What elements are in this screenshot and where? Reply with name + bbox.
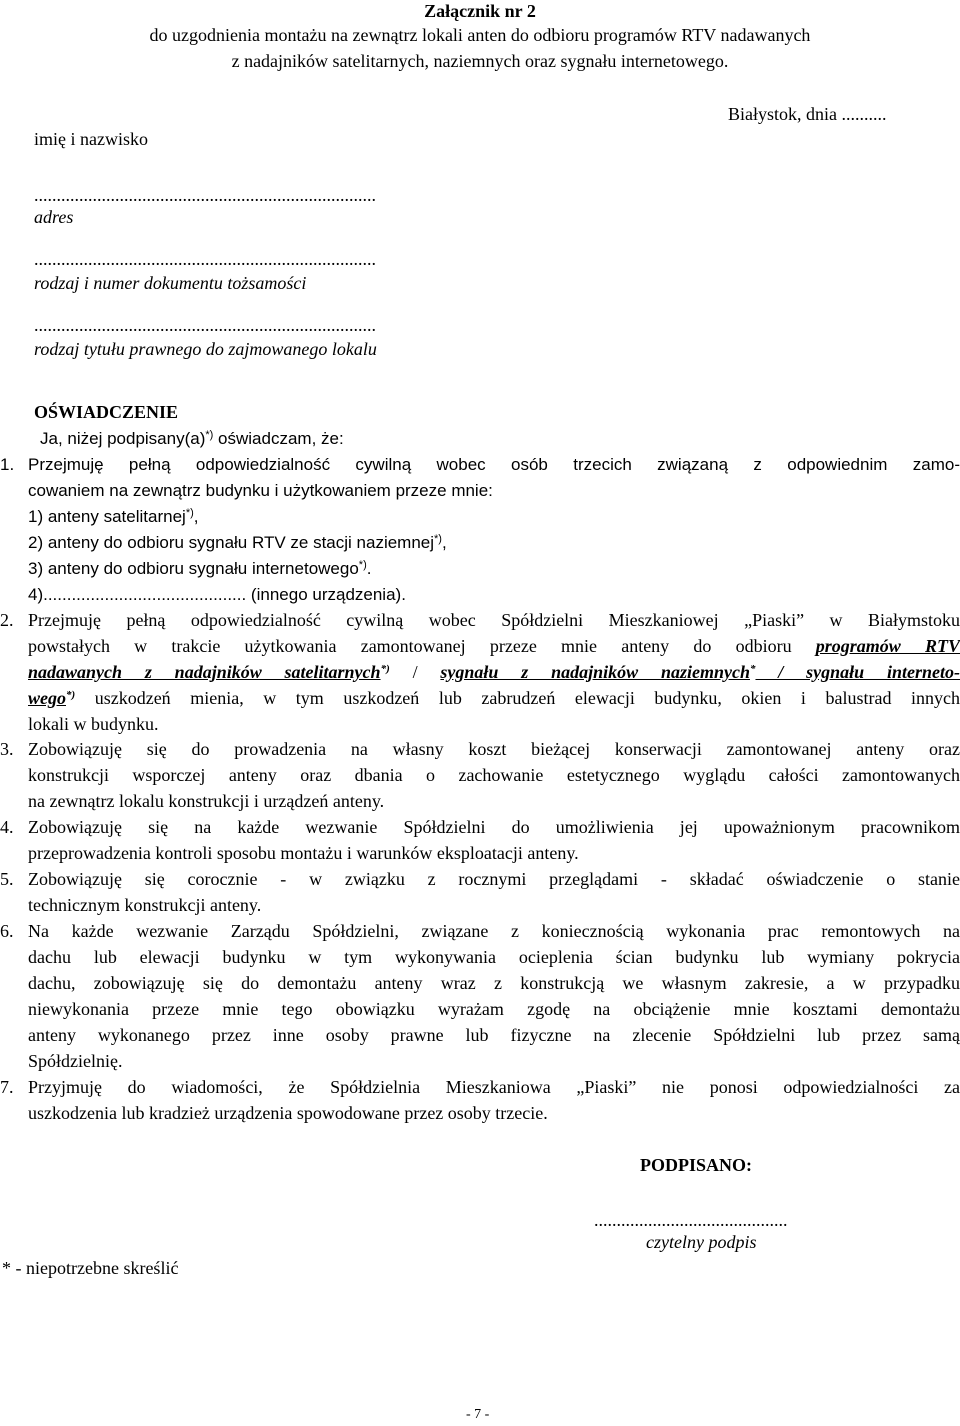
item-number: 3. bbox=[0, 739, 14, 759]
declaration-item-7 bbox=[0, 1074, 960, 1128]
item-7-line-2: uszkodzenia lub kradzież urządzenia spowodowane przez osoby trzecie. bbox=[28, 1103, 548, 1123]
declaration-item-3 bbox=[0, 736, 960, 816]
declaration-item-6 bbox=[0, 918, 960, 1078]
place-date: Białystok, dnia .......... bbox=[728, 104, 887, 124]
item-6-line-5: anteny wykonanego przez inne osoby prawne lub fizyczne na zlecenie Spółdzielni lub przez samą bbox=[28, 1025, 960, 1045]
declaration-item-2 bbox=[0, 607, 960, 742]
annex-subtitle-line-2: z nadajników satelitarnych, naziemnych oraz sygnału internetowego. bbox=[231, 51, 729, 71]
item-4-line-2: przeprowadzenia kontroli sposobu montażu i warunków eksploatacji anteny. bbox=[28, 843, 579, 863]
item-6-line-6: Spółdzielnię. bbox=[28, 1051, 123, 1071]
document-dotted-line: ............................................................................ bbox=[34, 249, 376, 269]
signature-label: czytelny podpis bbox=[646, 1232, 757, 1252]
legal-title-label: rodzaj tytułu prawnego do zajmowanego lokalu bbox=[34, 339, 377, 359]
annex-title: Załącznik nr 2 bbox=[424, 1, 536, 21]
declaration-item-1 bbox=[0, 452, 960, 612]
item-1-sub-4: 4)........................................... (innego urządzenia). bbox=[28, 585, 406, 604]
item-2-line-2: powstałych w trakcie użytkowania zamontowanej przeze mnie anteny do odbioru programów RTV bbox=[28, 636, 960, 656]
item-6-line-3: dachu, zobowiązuję się do demontażu anteny wraz z konstrukcją we własnym zakresie, a w przypadku bbox=[28, 973, 960, 993]
declaration-intro: Ja, niżej podpisany(a)*) oświadczam, że: bbox=[40, 429, 344, 448]
item-number: 6. bbox=[0, 921, 14, 941]
item-7-line-1: Przyjmuję do wiadomości, że Spółdzielnia Mieszkaniowa „Piaski” nie ponosi odpowiedzialności za bbox=[28, 1077, 960, 1097]
item-number: 7. bbox=[0, 1077, 14, 1097]
item-2-line-5: lokali w budynku. bbox=[28, 714, 159, 734]
name-label: imię i nazwisko bbox=[34, 129, 148, 149]
item-5-line-1: Zobowiązuję się corocznie - w związku z rocznymi przeglądami - składać oświadczenie o stanie bbox=[28, 869, 960, 889]
item-6-line-2: dachu lub elewacji budynku w tym wykonywania ocieplenia ścian budynku lub wymiany pokrycia bbox=[28, 947, 960, 967]
annex-subtitle-line-1: do uzgodnienia montażu na zewnątrz lokali anten do odbioru programów RTV nadawanych bbox=[149, 25, 811, 45]
item-number: 5. bbox=[0, 869, 14, 889]
declaration-item-5 bbox=[0, 866, 960, 920]
item-2-line-3: nadawanych z nadajników satelitarnych*) / sygnału z nadajników naziemnych* / sygnału interneto- bbox=[28, 662, 960, 682]
item-2-line-1: Przejmuję pełną odpowiedzialność cywilną wobec Spółdzielni Mieszkaniowej „Piaski” w Białymstoku bbox=[28, 610, 960, 630]
item-1-line-2: cowaniem na zewnątrz budynku i użytkowaniem przeze mnie: bbox=[28, 481, 493, 500]
item-number: 2. bbox=[0, 610, 14, 630]
signature-dotted-line: ........................................... bbox=[594, 1210, 788, 1230]
item-3-line-3: na zewnątrz lokalu konstrukcji i urządzeń anteny. bbox=[28, 791, 385, 811]
item-1-sub-3: 3) anteny do odbioru sygnału internetowego*). bbox=[28, 559, 372, 578]
item-6-line-1: Na każde wezwanie Zarządu Spółdzielni, związane z koniecznością wykonania prac remontowych na bbox=[28, 921, 960, 941]
item-2-line-4: wego*) uszkodzeń mienia, w tym uszkodzeń lub zabrudzeń elewacji budynku, okien i balustrad innych bbox=[28, 688, 960, 708]
item-3-line-1: Zobowiązuję się do prowadzenia na własny koszt bieżącej konserwacji zamontowanej anteny oraz bbox=[28, 739, 960, 759]
declaration-item-4 bbox=[0, 814, 960, 868]
footnote: * - niepotrzebne skreślić bbox=[2, 1258, 179, 1278]
item-6-line-4: niewykonania przeze mnie tego obowiązku wyrażam zgodę na obciążenie mnie kosztami demontażu bbox=[28, 999, 960, 1019]
item-number: 4. bbox=[0, 817, 14, 837]
item-1-sub-1: 1) anteny satelitarnej*), bbox=[28, 507, 199, 526]
page-number: - 7 - bbox=[466, 1407, 490, 1422]
item-number: 1. bbox=[0, 455, 15, 474]
item-4-line-1: Zobowiązuję się na każde wezwanie Spółdzielni do umożliwienia jej upoważnionym pracownikom bbox=[28, 817, 960, 837]
document-label: rodzaj i numer dokumentu tożsamości bbox=[34, 273, 307, 293]
item-1-line-1: Przejmuję pełną odpowiedzialność cywilną wobec osób trzecich związaną z odpowiednim zamo- bbox=[28, 455, 960, 474]
item-3-line-2: konstrukcji wsporczej anteny oraz dbania o zachowanie estetycznego wyglądu całości zamontowanych bbox=[28, 765, 960, 785]
item-1-sub-2: 2) anteny do odbioru sygnału RTV ze stacji naziemnej*), bbox=[28, 533, 447, 552]
address-label: adres bbox=[34, 207, 74, 227]
address-dotted-line: ............................................................................ bbox=[34, 185, 376, 205]
title-dotted-line: ............................................................................ bbox=[34, 315, 376, 335]
declaration-heading: OŚWIADCZENIE bbox=[34, 402, 179, 422]
item-5-line-2: technicznym konstrukcji anteny. bbox=[28, 895, 262, 915]
signature-heading: PODPISANO: bbox=[640, 1155, 752, 1175]
